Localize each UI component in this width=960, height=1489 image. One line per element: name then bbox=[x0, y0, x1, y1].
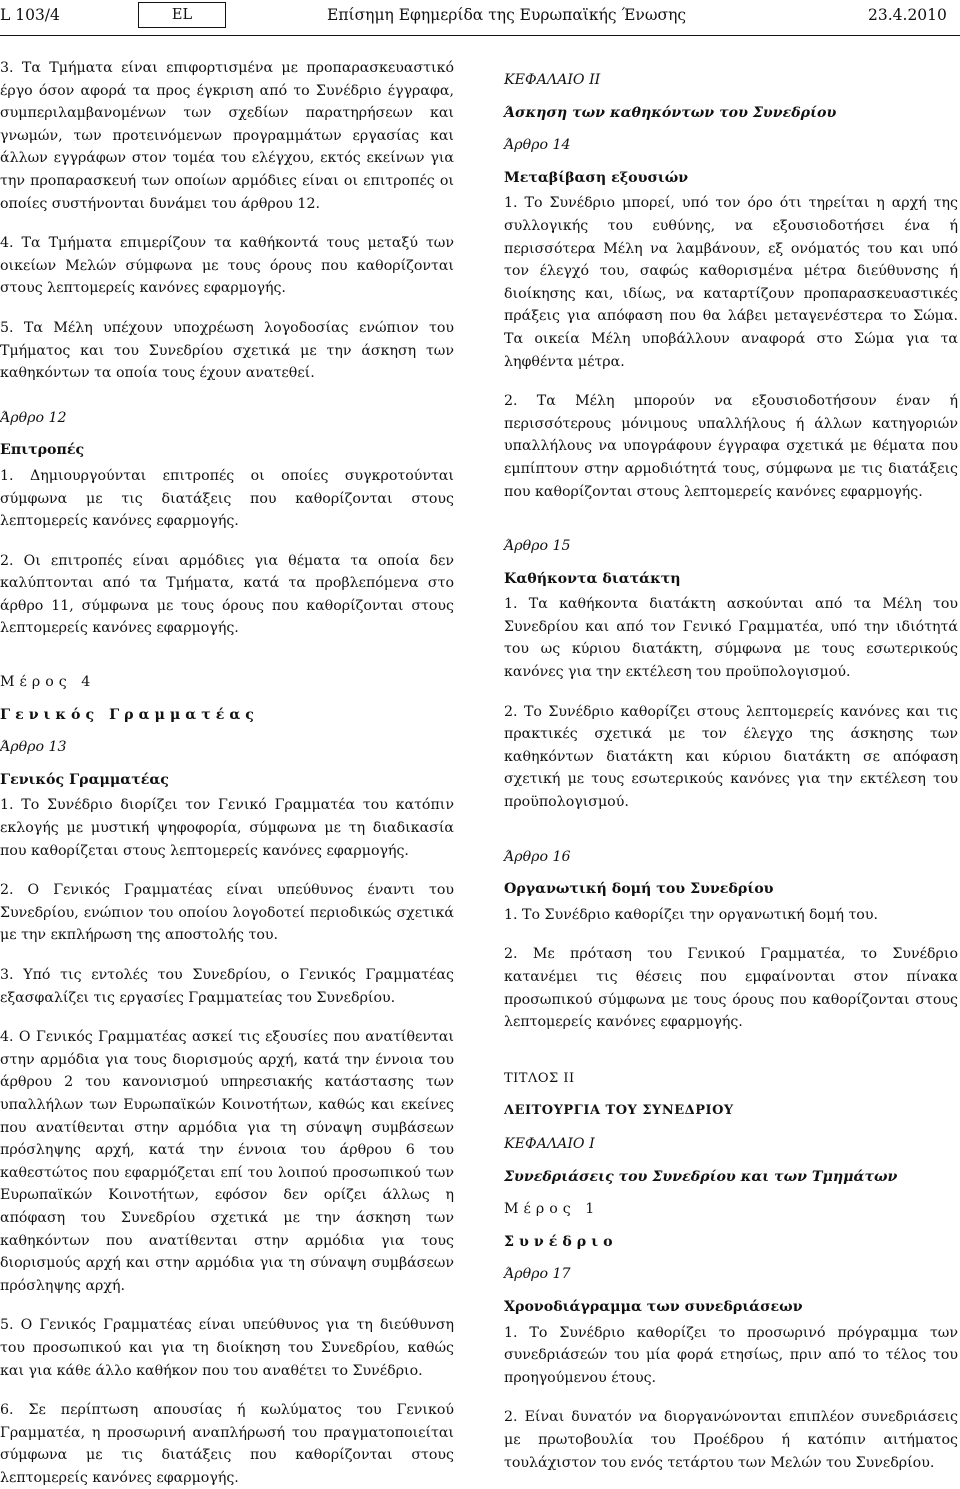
part-heading: Μέρος 1 bbox=[504, 1201, 600, 1218]
paragraph: 3. Υπό τις εντολές του Συνεδρίου, ο Γενικός Γραμματέας εξασφαλίζει τις εργασίες Γραμματείας του Συνεδρίου. bbox=[0, 967, 454, 1006]
article-title: Καθήκοντα διατάκτη bbox=[504, 570, 681, 587]
title-heading: ΤΙΤΛΟΣ II bbox=[504, 1070, 575, 1086]
journal-title: Επίσημη Εφημερίδα της Ευρωπαϊκής Ένωσης bbox=[327, 6, 687, 24]
left-column bbox=[0, 57, 454, 1489]
article-heading: Άρθρο 17 bbox=[504, 1266, 571, 1283]
page-header bbox=[0, 2, 960, 32]
chapter-heading: ΚΕΦΑΛΑΙΟ I bbox=[504, 1135, 595, 1152]
part-heading: Μέρος 4 bbox=[0, 674, 96, 691]
article-title: Οργανωτική δομή του Συνεδρίου bbox=[504, 881, 774, 898]
paragraph: 4. Τα Τμήματα επιμερίζουν τα καθήκοντά τους μεταξύ των οικείων Μελών σύμφωνα με τους όρους που καθορίζονται στους λεπτομερείς κανόνες εφαρμογής. bbox=[0, 235, 454, 297]
paragraph: 2. Είναι δυνατόν να διοργανώνονται επιπλέον συνεδριάσεις με πρωτοβουλία του Προέδρου ή κατόπιν αιτήματος τουλάχιστον του ενός τετάρτου των Μελών του Συνεδρίου. bbox=[504, 1409, 958, 1471]
page-number: L 103/4 bbox=[0, 6, 60, 24]
article-title: Μεταβίβαση εξουσιών bbox=[504, 169, 689, 186]
article-title: Γενικός Γραμματέας bbox=[0, 771, 169, 788]
right-column bbox=[504, 57, 958, 1474]
article-heading: Άρθρο 16 bbox=[504, 848, 571, 865]
header-rule bbox=[0, 35, 960, 36]
paragraph: 2. Ο Γενικός Γραμματέας είναι υπεύθυνος έναντι του Συνεδρίου, ενώπιον του οποίου λογοδοτεί περιοδικώς σχετικά με την εκπλήρωση της αποστολής του. bbox=[0, 882, 454, 944]
paragraph: 1. Το Συνέδριο καθορίζει την οργανωτική δομή του. bbox=[504, 906, 878, 923]
paragraph: 1. Το Συνέδριο διορίζει τον Γενικό Γραμματέα του κατόπιν εκλογής με μυστική ψηφοφορία, σύμφωνα με τη διαδικασία που καθορίζεται στους λεπτομερείς κανόνες εφαρμογής. bbox=[0, 797, 454, 859]
article-heading: Άρθρο 12 bbox=[0, 409, 67, 426]
paragraph: 6. Σε περίπτωση απουσίας ή κωλύματος του Γενικού Γραμματέα, η προσωρινή αναπλήρωσή του πραγματοποιείται σύμφωνα με τις διατάξεις που καθορίζονται στους λεπτομερείς κανόνες εφαρμογής. bbox=[0, 1402, 454, 1486]
paragraph: 1. Τα καθήκοντα διατάκτη ασκούνται από τα Μέλη του Συνεδρίου και από τον Γενικό Γραμματέα, υπό την ιδιότητά του ως κύριου διατάκτη, σύμφωνα με τους εσωτερικούς κανόνες για την εκτέλεση του προϋπολογισμού. bbox=[504, 596, 958, 681]
chapter-heading: ΚΕΦΑΛΑΙΟ II bbox=[504, 72, 601, 88]
chapter-title: Συνεδριάσεις του Συνεδρίου και των Τμημάτων bbox=[504, 1168, 898, 1185]
paragraph: 2. Το Συνέδριο καθορίζει στους λεπτομερείς κανόνες και τις πρακτικές σχετικά με τον έλεγχο της άσκησης των καθηκόντων διατάκτη και κύριου διατάκτη σε απόφαση σχετική με τους εσωτερικούς κανόνες για την εκτέλεση του προϋπολογισμού. bbox=[504, 703, 958, 811]
article-title: Χρονοδιάγραμμα των συνεδριάσεων bbox=[504, 1298, 803, 1315]
chapter-title: Άσκηση των καθηκόντων του Συνεδρίου bbox=[504, 104, 837, 121]
paragraph: 5. Ο Γενικός Γραμματέας είναι υπεύθυνος για τη διεύθυνση του προσωπικού και για τη διοίκηση του Συνεδρίου, καθώς και για κάθε άλλο καθήκον που του αναθέτει το Συνέδριο. bbox=[0, 1317, 454, 1379]
paragraph: 2. Τα Μέλη μπορούν να εξουσιοδοτήσουν έναν ή περισσότερους μόνιμους υπαλλήλους ή άλλων κατηγοριών υπαλλήλους να υπογράφουν έγγραφα σχετικά με θέματα που εμπίπτουν στην αρμοδιότητά τους, σύμφωνα με τις διατάξεις που καθορίζονται στους λεπτομερείς κανόνες εφαρμογής. bbox=[504, 393, 958, 500]
title-name: ΛΕΙΤΟΥΡΓΙΑ ΤΟΥ ΣΥΝΕΔΡΙΟΥ bbox=[504, 1103, 734, 1119]
part-title: Συνέδριο bbox=[504, 1233, 618, 1250]
article-heading: Άρθρο 15 bbox=[504, 538, 571, 555]
paragraph: 1. Το Συνέδριο μπορεί, υπό τον όρο ότι τηρείται η αρχή της συλλογικής του ευθύνης, να εξουσιοδοτήσει ένα ή περισσότερα Μέλη να λαμβάνουν, εξ ονόματός του και υπό τον έλεγχό του, σαφώς καθορισμένα μέτρα διεύθυνσης ή διοίκησης και, ιδίως, να καταρτίζουν προπαρασκευαστικές πράξεις για απόφαση που θα λάβει μεταγενέστερα το Σώμα. Τα οικεία Μέλη υποβάλλουν αναφορά στο Σώμα για τα ληφθέντα μέτρα. bbox=[504, 195, 958, 370]
part-title: Γενικός Γραμματέας bbox=[0, 706, 259, 723]
paragraph: 1. Δημιουργούνται επιτροπές οι οποίες συγκροτούνται σύμφωνα με τις διατάξεις που καθορίζονται στους λεπτομερείς κανόνες εφαρμογής. bbox=[0, 467, 454, 530]
paragraph: 3. Τα Τμήματα είναι επιφορτισμένα με προπαρασκευαστικό έργο όσον αφορά τα προς έγκριση από το Συνέδριο έγγραφα, συμπεριλαμβανομένων των σχεδίων παρατηρήσεων και γνωμών, των προτεινόμενων προγραμμάτων εργασίας και άλλων εγγράφων στον τομέα του ελέγχου, εκτός εκείνων για την προπαρασκευή των οποίων αρμόδιες είναι οι επιτροπές οι οποίες συστήνονται δυνάμει του άρθρου 12. bbox=[0, 60, 454, 212]
issue-date: 23.4.2010 bbox=[868, 6, 947, 24]
paragraph: 2. Οι επιτροπές είναι αρμόδιες για θέματα τα οποία δεν καλύπτονται από τα Τμήματα, κατά τα προβλεπόμενα στο άρθρο 11, σύμφωνα με τους όρους που καθορίζονται στους λεπτομερείς κανόνες εφαρμογής. bbox=[0, 552, 454, 637]
paragraph: 2. Με πρόταση του Γενικού Γραμματέα, το Συνέδριο κατανέμει τις θέσεις που εμφαίνονται στον πίνακα προσωπικού σύμφωνα με τους όρους που καθορίζονται στους λεπτομερείς κανόνες εφαρμογής. bbox=[504, 946, 958, 1031]
article-title: Επιτροπές bbox=[0, 442, 85, 459]
paragraph: 4. Ο Γενικός Γραμματέας ασκεί τις εξουσίες που ανατίθενται στην αρμόδια για τους διορισμούς αρχή, κατά την έννοια του άρθρου 2 του κανονισμού υπηρεσιακής κατάστασης των υπαλλήλων των Ευρωπαϊκών Κοινοτήτων, καθώς και εκείνες που ανατίθενται στην αρμόδια για τη σύναψη συμβάσεων πρόσληψης αρχή, κατά την έννοια του άρθρου 6 του καθεστώτος που εφαρμόζεται επί του λοιπού προσωπικού των Ευρωπαϊκών Κοινοτήτων, εφόσον δεν ορίζει άλλως η απόφαση του Συνεδρίου σχετικά με την άσκηση των καθηκόντων που ανατίθενται στην αρμόδια για τους διορισμούς αρχή και στην αρμόδια για τη σύναψη συμβάσεων πρόσληψης αρχή. bbox=[0, 1029, 454, 1294]
language-box: EL bbox=[138, 2, 226, 28]
paragraph: 5. Τα Μέλη υπέχουν υποχρέωση λογοδοσίας ενώπιον του Τμήματος και του Συνεδρίου σχετικά με την άσκηση των καθηκόντων τα οποία τους έχουν ανατεθεί. bbox=[0, 319, 454, 382]
paragraph: 1. Το Συνέδριο καθορίζει το προσωρινό πρόγραμμα των συνεδριάσεών του μία φορά ετησίως, πριν από το τέλος του προηγούμενου έτους. bbox=[504, 1324, 958, 1386]
article-heading: Άρθρο 13 bbox=[0, 739, 67, 756]
article-heading: Άρθρο 14 bbox=[504, 137, 571, 154]
